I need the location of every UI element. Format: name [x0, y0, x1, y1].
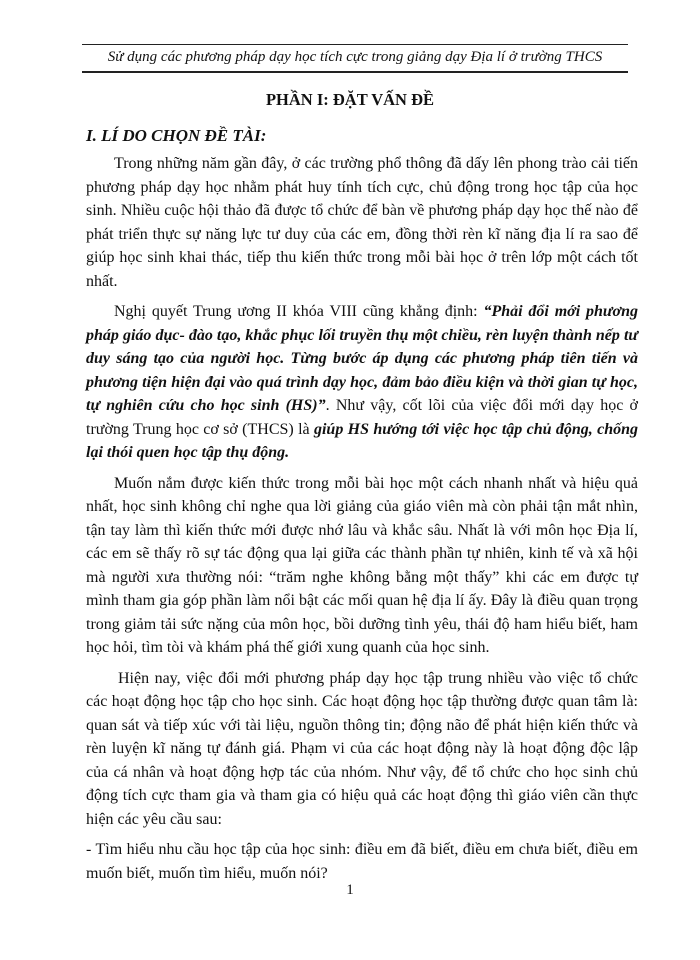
page-number: 1	[346, 882, 354, 898]
running-header: Sử dụng các phương pháp dạy học tích cực trong giảng dạy Địa lí ở trường THCS	[82, 44, 628, 73]
paragraph-3: Muốn nắm được kiến thức trong mỗi bài học một cách nhanh nhất và hiệu quả nhất, học sinh không chỉ nghe qua lời giảng của giáo viên mà còn phải tận mắt nhìn, tận tay làm thì kiến thức mới được nhớ lâu và khắc sâu. Nhất là với môn học Địa lí, các em sẽ thấy rõ sự tác động qua lại giữa các thành phần tự nhiên, kinh tế và xã hội mà người xưa thường nói: “trăm nghe không bằng một thấy” khi các em được tự mình tham gia góp phần làm nổi bật các mối quan hệ địa lí ấy. Đây là điều quan trọng trong giảm tải sức nặng của môn học, bồi dưỡng tình yêu, thái độ ham hiểu biết, ham học hỏi, tìm tòi và khám phá thế giới xung quanh của học sinh.	[86, 474, 638, 656]
section-title: PHẦN I: ĐẶT VẤN ĐỀ	[265, 90, 435, 109]
document-body	[86, 152, 638, 892]
paragraph-1: Trong những năm gần đây, ở các trường phổ thông đã dấy lên phong trào cải tiến phương pháp dạy học nhằm phát huy tính tích cực, chủ động trong học tập của học sinh. Nhiều cuộc hội thảo đã được tổ chức để bàn về phương pháp dạy học thế nào để phát triển thực sự năng lực tư duy của các em, đồng thời rèn kĩ năng địa lí ra sao để giúp học sinh khai thác, tiếp thu kiến thức trong mỗi bài học ở trên lớp một cách tốt nhất.	[86, 155, 638, 290]
paragraph-2-middle: . Như vậy, cốt lõi của việc đổi mới dạy học ở trường Trung học cơ sở (THCS) là	[86, 397, 638, 438]
paragraph-2-intro: Nghị quyết Trung ương II khóa VIII cũng khẳng định:	[114, 303, 484, 320]
paragraph-5: - Tìm hiểu nhu cầu học tập của học sinh: điều em đã biết, điều em chưa biết, điều em muốn biết, muốn tìm hiểu, muốn nói?	[86, 841, 638, 882]
paragraph-4: Hiện nay, việc đổi mới phương pháp dạy học tập trung nhiều vào việc tổ chức các hoạt động học tập cho học sinh. Các hoạt động học tập thường được quan tâm là: quan sát và tiếp xúc với tài liệu, nguồn thông tin; động não để phát hiện kiến thức và rèn luyện kĩ năng tự đánh giá. Phạm vi của các hoạt động này là hoạt động độc lập của cá nhân và hoạt động hợp tác của nhóm. Như vậy, để tổ chức cho học sinh chủ động tích cực tham gia và tham gia có hiệu quả các hoạt động thì giáo viên cần thực hiện các yêu cầu sau:	[86, 669, 638, 828]
paragraph-2-emphasis: giúp HS hướng tới việc học tập chủ động, chống lại thói quen học tập thụ động.	[86, 420, 639, 461]
subsection-title: I. LÍ DO CHỌN ĐỀ TÀI:	[86, 126, 267, 145]
resolution-quote: “Phải đổi mới phương pháp giáo dục- đào tạo, khắc phục lối truyền thụ một chiều, rèn luyện thành nếp tư duy sáng tạo của người học. Từng bước áp dụng các phương pháp tiên tiến và phương tiện hiện đại vào quá trình dạy học, đảm bảo điều kiện và thời gian tự học, tự nghiên cứu cho học sinh (HS)”	[86, 303, 639, 414]
paragraph-2	[86, 300, 638, 465]
